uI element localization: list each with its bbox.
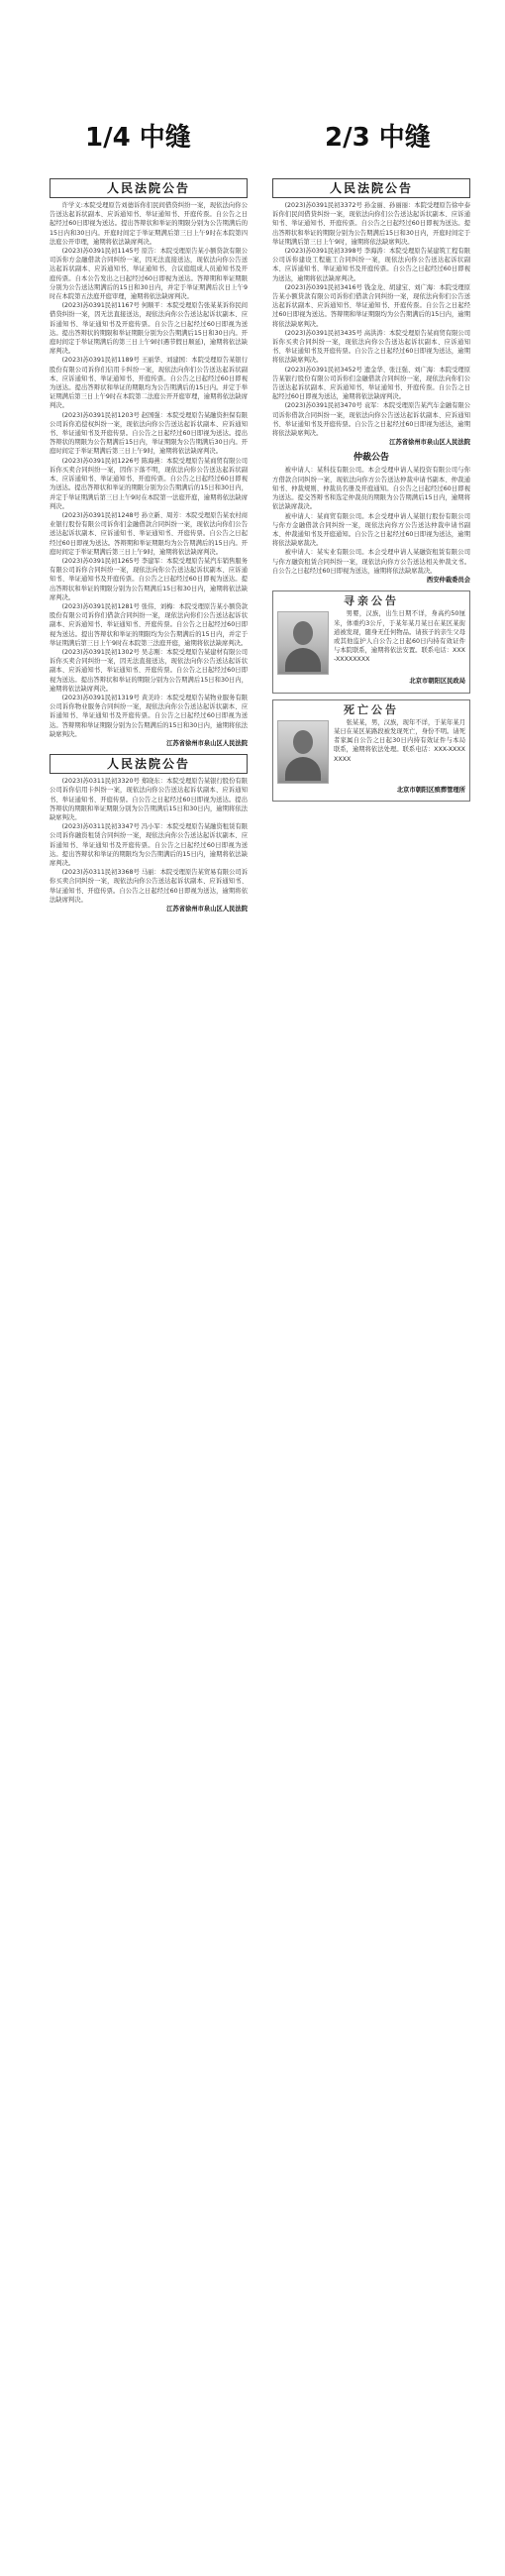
court-signature: 江苏省徐州市泉山区人民法院 <box>166 739 248 747</box>
missing-kin-title: 寻亲公告 <box>344 594 399 608</box>
notice-paragraph: (2023)苏0391民初3452号 遗金华、张汪强、刘广海：本院受理原告某银行股份有限公司诉你们金融借款合同纠纷一案，现依法向你们公告送达起诉状副本、应诉通知书、举证通知书、开庭传票。自公告之日起经过60日即视为送达，逾期将依法缺席判决。 <box>272 366 470 401</box>
notice-paragraph: (2023)苏0391民初3435号 高洪涛：本院受理原告某商贸有限公司诉你买卖合同纠纷一案，现依法向你公告送达起诉状副本、应诉通知书、举证通知书及开庭传票。自公告之日起经过60日即视为送达，逾期将依法缺席判决。 <box>272 329 470 365</box>
inner-banner: 人民法院公告 <box>50 754 248 774</box>
notice-paragraph: (2023)苏0391民初3416号 钱金龙、胡建宝、刘广海：本院受理原告某小额贷款有限公司诉你们借款合同纠纷一案，现依法向你们公告送达起诉状副本、应诉通知书、举证通知书、开庭传票。自公告之日起经过60日即视为送达。答辩期和举证期限均为公告期满后的15日内，逾期将依法缺席判决。 <box>272 283 470 328</box>
death-notice-text: 张某某，男，汉族，现年不详，于某年某月某日在某区某路段被发现死亡，身份不明。请死者家属自公告之日起30日内持有效证件与本局联系，逾期将依法处理。联系电话：XXX-XXXXXXXX <box>334 718 465 763</box>
left-notice-list-2 <box>50 777 248 905</box>
notice-paragraph: (2023)苏0391民初1189号 王丽华、刘建国：本院受理原告某银行股份有限公司诉你们信用卡纠纷一案，现依法向你们公告送达起诉状副本、应诉通知书、举证通知书、开庭传票。自公告之日起经过60日即视为送达。提出答辩状和举证的期限均为公告期满后的15日内。并定于举证期满后第三日上午9时在本院第二法庭公开开庭审理，逾期将依法缺席判决。 <box>50 357 248 410</box>
notice-paragraph: (2023)苏0391民初3470号 袁军：本院受理原告某汽车金融有限公司诉你借款合同纠纷一案，现依法向你公告送达起诉状副本、应诉通知书、举证通知书及开庭传票。自公告之日起经过60日即视为送达，逾期将依法缺席判决。 <box>272 402 470 438</box>
arbitration-title: 仲裁公告 <box>353 453 389 464</box>
missing-kin-text: 男婴，汉族，出生日期不详，身高约50厘米，体重约3公斤，于某年某月某日在某区某街道被发现，随身无任何物品。请孩子的亲生父母或其他监护人自公告之日起60日内持有效证件与本院联系，逾期将依法安置。联系电话：XXX-XXXXXXXX <box>334 610 465 664</box>
notice-paragraph: (2023)苏0391民初1281号 张伟、刘梅：本院受理原告某小额贷款股份有限公司诉你们借款合同纠纷一案，现依法向你们公告送达起诉状副本、应诉通知书、举证通知书、开庭传票。自公告之日起经过60日即视为送达。提出答辩状和举证的期限均为公告期满后的15日内，并定于举证期满后第三日上午9时在本院第三法庭开庭，逾期将依法缺席判决。 <box>50 602 248 647</box>
notice-paragraph: (2023)苏0391民初1226号 陈海燕：本院受理原告某商贸有限公司诉你买卖合同纠纷一案，因你下落不明，现依法向你公告送达起诉状副本、应诉通知书、举证通知书、开庭传票。自公告之日起经过60日即视为送达。提出答辩状和举证的期限分别为公告期满后的15日和30日内，并定于举证期满后第三日上午9时在本院第一法庭开庭，逾期将依法缺席判决。 <box>50 457 248 510</box>
column-banner-right: 人民法院公告 <box>272 178 470 198</box>
notice-paragraph: (2023)苏0311民初3320号 郑晓东：本院受理原告某银行股份有限公司诉你信用卡纠纷一案，现依法向你公告送达起诉状副本、应诉通知书、举证通知书、开庭传票。自公告之日起经过60日即视为送达。提出答辩状的期限和举证期限分别为公告期满后15日和30日内，逾期将依法缺席判决。 <box>50 778 248 821</box>
column-banner: 人民法院公告 <box>50 178 248 198</box>
notice-paragraph: 被申请人：某商贸有限公司。本会受理申请人某银行股份有限公司与你方金融借款合同纠纷一案，现依法向你方公告送达仲裁申请书副本、仲裁通知书及开庭通知。自公告之日起经过60日即视为送达，逾期将依法缺席裁决。 <box>272 512 470 548</box>
right-column <box>272 178 470 2536</box>
notice-paragraph: 被申请人：某科技有限公司。本会受理申请人某投资有限公司与你方借款合同纠纷一案，现依法向你方公告送达仲裁申请书副本、仲裁通知书、仲裁规则、仲裁员名册及开庭通知。自公告之日起经过60日即视为送达。提交答辩书和选定仲裁员的期限为公告期满后15日内，逾期将依法缺席裁决。 <box>272 467 470 511</box>
notice-paragraph: (2023)苏0311民初3347号 冯小军：本院受理原告某融资租赁有限公司诉你融资租赁合同纠纷一案，现依法向你公告送达起诉状副本、应诉通知书、举证通知书及开庭传票。自公告之日起经过60日即视为送达。提出答辩状和举证的期限均为公告期满后的15日内，逾期将依法缺席判决。 <box>50 823 248 868</box>
arbitration-signature: 西安仲裁委员会 <box>426 576 470 584</box>
arbitration-list <box>272 466 470 575</box>
deceased-photo <box>277 720 329 784</box>
right-notice-list <box>272 201 470 438</box>
missing-kin-signature: 北京市朝阳区民政局 <box>409 678 465 686</box>
page-label-left: 1/4 中缝 <box>85 123 191 153</box>
court-signature-2: 江苏省徐州市泉山区人民法院 <box>166 906 248 913</box>
notice-paragraph: (2023)苏0391民初1302号 吴志刚：本院受理原告某建材有限公司诉你买卖合同纠纷一案，因无法直接送达，现依法向你公告送达起诉状副本、应诉通知书、举证通知书、开庭传票。自公告之日起经过60日即视为送达。提出答辩状和举证的期限分别为公告期满后15日和30日内，逾期将依法缺席判决。 <box>50 648 248 693</box>
notice-paragraph: (2023)苏0391民初1265号 李建军：本院受理原告某汽车销售服务有限公司诉你合同纠纷一案，现依法向你公告送达起诉状副本、应诉通知书、举证通知书及开庭传票。自公告之日起经过60日即视为送达。提出答辩状和举证的期限分别为公告期满后15日和30日内，逾期将依法缺席判决。 <box>50 557 248 601</box>
death-notice-signature: 北京市朝阳区殡葬管理所 <box>396 786 465 794</box>
infant-photo <box>277 611 329 675</box>
death-notice-title: 死亡公告 <box>344 702 399 716</box>
notice-paragraph: (2023)苏0391民初3398号 李海涛：本院受理原告某建筑工程有限公司诉你建设工程施工合同纠纷一案，现依法向你公告送达起诉状副本、应诉通知书、举证通知书及开庭传票。自公告之日起经过60日即视为送达，逾期将依法缺席判决。 <box>272 248 470 282</box>
court-signature-right: 江苏省徐州市泉山区人民法院 <box>389 439 470 447</box>
death-notice <box>272 699 470 802</box>
notice-paragraph: (2023)苏0311民初3368号 马丽：本院受理原告某贸易有限公司诉你买卖合同纠纷一案，现依法向你公告送达起诉状副本、应诉通知书、举证通知书、开庭传票。自公告之日起经过60日即视为送达，逾期将依法缺席判决。 <box>50 869 248 904</box>
notice-paragraph: (2023)苏0391民初1203号 赵国强：本院受理原告某融资担保有限公司诉你追偿权纠纷一案，现依法向你公告送达起诉状副本、应诉通知书、举证通知书及开庭传票。自公告之日起经过60日即视为送达。提出答辩状的期限为公告期满后15日内，举证期限为公告期满后30日内。开庭时间定于举证期满后第三日上午9时，逾期将依法缺席判决。 <box>50 411 248 456</box>
missing-kin-notice <box>272 590 470 693</box>
notice-paragraph: (2023)苏0391民初1145号 原告：本院受理原告某小额贷款有限公司诉你方金融借款合同纠纷一案，因无法直接送达，现依法向你公告送达起诉状副本、应诉通知书、举证通知书、合议庭组成人员通知书及开庭传票。自本公告发出之日起经过60日即视为送达。答辩期和举证期限分别为公告送达期满后的15日和30日内，并定于举证期满后次日上午9时在本院第五法庭开庭审理，逾期将依法缺席判决。 <box>50 248 248 301</box>
notice-paragraph: 许学义:本院受理原告刘德诉你们民间借贷纠纷一案，现依法向你公告送达起诉状副本、应诉通知书、举证通知书、开庭传票。自公告之日起经过60日即视为送达。提出答辩状和举证的期限分别为公告期满后的15日内和30日内。开庭时间定于举证期满后第三日上午9时在本院第四法庭公开审理，逾期将依法缺席判决。 <box>50 202 248 246</box>
notice-paragraph: (2023)苏0391民初3372号 孙金丽、孙丽丽：本院受理原告徐中泰诉你们民间借贷纠纷一案，现依法向你们公告送达起诉状副本、应诉通知书、举证通知书、开庭传票。自公告之日起经过60日即视为送达。提出答辩状和举证的期限分别为公告期满后15日和30日内，开庭时间定于举证期满后第三日上午9时，逾期将依法缺席判决。 <box>272 202 470 246</box>
left-column <box>50 178 248 2556</box>
notice-paragraph: (2023)苏0391民初1248号 孙立新、周芳：本院受理原告某农村商业银行股份有限公司诉你们金融借款合同纠纷一案，现依法向你们公告送达起诉状副本、应诉通知书、举证通知书、开庭传票。自公告之日起经过60日即视为送达。答辩期和举证期限均为公告期满后的15日内。开庭时间定于举证期满后第三日上午9时，逾期将依法缺席判决。 <box>50 511 248 556</box>
notice-paragraph: 被申请人：某实业有限公司。本会受理申请人某融资租赁有限公司与你方融资租赁合同纠纷一案，现依法向你方公告送达相关仲裁文书。自公告之日起经过60日即视为送达，逾期将依法缺席裁决。 <box>272 549 470 575</box>
page-label-right: 2/3 中缝 <box>325 123 431 153</box>
left-notice-list <box>50 201 248 739</box>
notice-paragraph: (2023)苏0391民初1319号 黄美玲：本院受理原告某物业服务有限公司诉你物业服务合同纠纷一案，现依法向你公告送达起诉状副本、应诉通知书、举证通知书及开庭传票。自公告之日起经过60日即视为送达。答辩期和举证期限分别为公告期满后的15日和30日内，逾期将依法缺席判决。 <box>50 694 248 738</box>
notice-paragraph: (2023)苏0391民初1167号 何顺平：本院受理原告张某某诉你民间借贷纠纷一案，因无法直接送达，现依法向你公告送达起诉状副本、应诉通知书、举证通知书及开庭传票。自公告之日起经过60日即视为送达。提出答辩状的期限和举证期限分别为公告期满后15日和30日内。开庭时间定于举证期满后的第三日上午9时(遇节假日顺延)，逾期将依法缺席判决。 <box>50 302 248 356</box>
